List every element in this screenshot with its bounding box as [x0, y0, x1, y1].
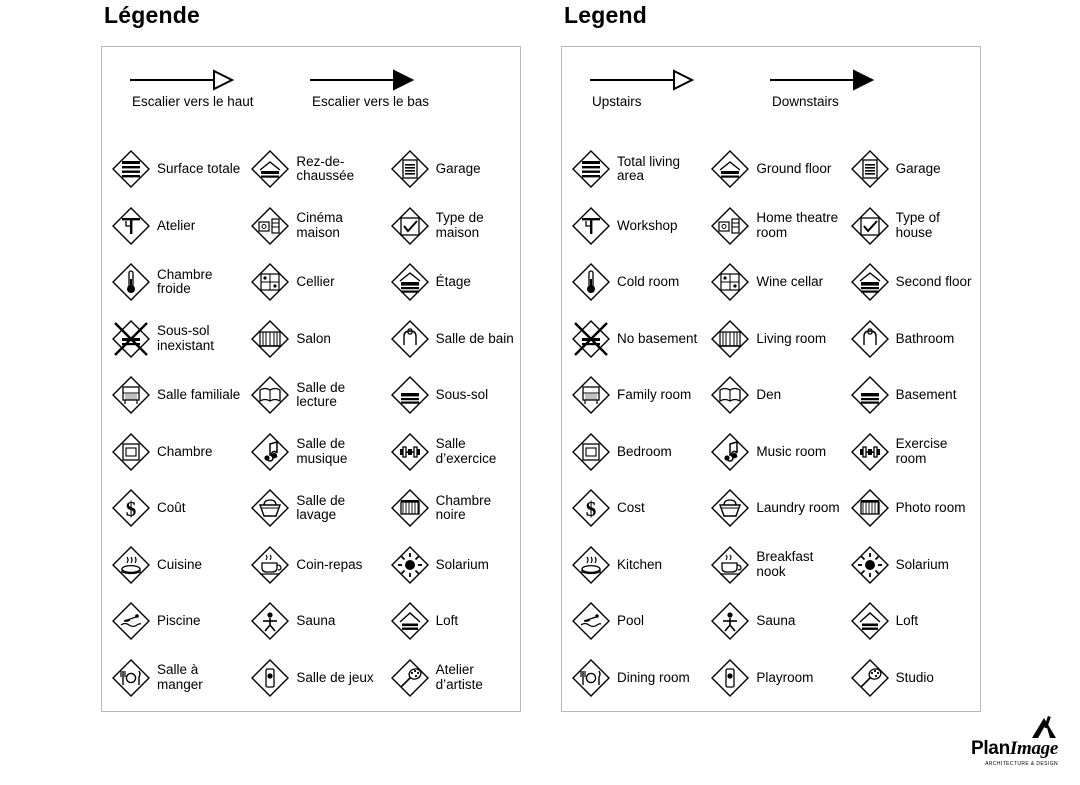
legend-item-label: Cold room	[617, 274, 680, 289]
legend-item-label: Salle de jeux	[296, 669, 374, 685]
legend-item-label: Music room	[756, 443, 827, 459]
studio-icon	[849, 657, 891, 699]
dining-room-icon	[570, 657, 612, 699]
loft-icon	[389, 600, 431, 642]
legend-item	[241, 650, 380, 707]
arrow-upstairs-label-fr: Escalier vers le haut	[132, 94, 254, 109]
photo-room-icon	[389, 487, 431, 529]
bedroom-icon	[570, 431, 612, 473]
cost-icon	[570, 487, 612, 529]
arrow-filled-right-icon	[768, 69, 948, 91]
legend-item-label: No basement	[617, 330, 698, 346]
arrow-downstairs-fr	[308, 69, 488, 109]
legend-row	[102, 537, 520, 594]
legend-row	[562, 480, 980, 537]
legend-item-label: Sauna	[296, 613, 336, 628]
legend-item	[701, 311, 840, 368]
legend-item	[562, 650, 701, 707]
legend-item-label: Salle de lavage	[296, 492, 346, 523]
legend-row	[102, 593, 520, 650]
legend-item	[841, 311, 980, 368]
living-room-icon	[709, 318, 751, 360]
legend-item	[241, 424, 380, 481]
family-room-icon	[110, 374, 152, 416]
pool-icon	[570, 600, 612, 642]
legend-item	[381, 198, 520, 255]
legend-item	[102, 480, 241, 537]
legend-item-label: Type de maison	[435, 210, 484, 240]
dining-room-icon	[110, 657, 152, 699]
legend-item	[841, 537, 980, 594]
legend-panel-fr	[101, 46, 521, 712]
legend-item-label: Workshop	[617, 217, 678, 233]
workshop-icon	[110, 205, 152, 247]
wine-cellar-icon	[249, 261, 291, 303]
legend-item-label: Cinéma maison	[296, 210, 343, 240]
no-basement-icon	[110, 318, 152, 360]
legend-item-label: Bathroom	[895, 330, 955, 346]
pool-icon	[110, 600, 152, 642]
logo-text-image: Image	[1009, 738, 1058, 759]
legend-item-label: Total living area	[617, 153, 681, 184]
legend-item	[102, 424, 241, 481]
legend-item	[562, 480, 701, 537]
legend-item-label: Salle de bain	[435, 330, 514, 346]
kitchen-icon	[110, 544, 152, 586]
legend-item-label: Cost	[617, 500, 645, 515]
legend-item	[562, 254, 701, 311]
legend-item	[381, 367, 520, 424]
legend-item	[241, 480, 380, 537]
legend-item	[241, 367, 380, 424]
legend-item-label: Playroom	[756, 669, 814, 685]
arrow-legend-en	[562, 69, 980, 141]
legend-item-label: Coût	[157, 500, 186, 515]
cost-icon	[110, 487, 152, 529]
solarium-icon	[389, 544, 431, 586]
arrow-outline-right-icon	[588, 69, 768, 91]
basement-icon	[849, 374, 891, 416]
legend-item	[241, 311, 380, 368]
legend-row	[102, 141, 520, 198]
legend-item	[701, 593, 840, 650]
legend-row	[562, 311, 980, 368]
legend-item-label: Salon	[296, 330, 331, 346]
legend-item-label: Surface totale	[157, 161, 241, 176]
laundry-room-icon	[709, 487, 751, 529]
solarium-icon	[849, 544, 891, 586]
exercise-room-icon	[849, 431, 891, 473]
legend-item-label: Chambre	[157, 443, 213, 459]
laundry-room-icon	[249, 487, 291, 529]
legend-item	[701, 650, 840, 707]
bedroom-icon	[110, 431, 152, 473]
legend-item-label: Solarium	[435, 556, 489, 572]
legend-item-label: Type of house	[895, 210, 940, 240]
legend-item-label: Home theatre room	[756, 210, 839, 240]
arrow-upstairs-fr	[128, 69, 308, 109]
legend-row	[562, 424, 980, 481]
logo-text	[948, 738, 1058, 760]
legend-row	[102, 424, 520, 481]
home-theatre-icon	[709, 205, 751, 247]
photo-room-icon	[849, 487, 891, 529]
ground-floor-icon	[249, 148, 291, 190]
legend-item	[241, 198, 380, 255]
legend-item-label: Ground floor	[756, 161, 832, 176]
legend-row	[562, 537, 980, 594]
legend-item-label: Studio	[895, 669, 934, 685]
legend-item-label: Sous-sol inexistant	[157, 323, 215, 353]
legend-item	[701, 198, 840, 255]
legend-item-label: Solarium	[895, 556, 949, 572]
legend-item-label: Loft	[435, 613, 459, 628]
legend-row	[562, 593, 980, 650]
legend-item	[701, 141, 840, 198]
legend-row	[562, 141, 980, 198]
legend-item	[381, 593, 520, 650]
legend-item-label: Wine cellar	[756, 274, 824, 289]
legend-item	[381, 141, 520, 198]
home-theatre-icon	[249, 205, 291, 247]
arrow-upstairs-label-en: Upstairs	[592, 94, 642, 109]
arrow-filled-right-icon	[308, 69, 488, 91]
legend-item	[562, 141, 701, 198]
legend-item	[701, 480, 840, 537]
legend-item-label: Sous-sol	[435, 387, 489, 402]
legend-item-label: Laundry room	[756, 500, 840, 515]
legend-item-label: Photo room	[895, 500, 966, 515]
legend-item	[102, 141, 241, 198]
living-room-icon	[249, 318, 291, 360]
legend-item	[562, 311, 701, 368]
garage-icon	[389, 148, 431, 190]
arrow-legend-fr	[102, 69, 520, 141]
sauna-icon	[249, 600, 291, 642]
legend-item-label: Cellier	[296, 274, 335, 289]
playroom-icon	[249, 657, 291, 699]
family-room-icon	[570, 374, 612, 416]
music-room-icon	[709, 431, 751, 473]
legend-row	[102, 650, 520, 707]
legend-item	[381, 254, 520, 311]
legend-item-label: Den	[756, 387, 782, 402]
legend-grid-en	[562, 141, 980, 706]
legend-item-label: Garage	[895, 161, 941, 176]
svg-text:$: $	[125, 497, 137, 522]
exercise-room-icon	[389, 431, 431, 473]
bathroom-icon	[849, 318, 891, 360]
legend-item-label: Étage	[435, 274, 471, 289]
second-floor-icon	[849, 261, 891, 303]
legend-item	[102, 537, 241, 594]
legend-item	[102, 254, 241, 311]
cold-room-icon	[570, 261, 612, 303]
legend-item	[841, 198, 980, 255]
legend-item	[562, 593, 701, 650]
legend-item-label: Salle familiale	[157, 387, 241, 402]
legend-item	[381, 480, 520, 537]
legend-item	[841, 141, 980, 198]
legend-item-label: Coin-repas	[296, 556, 363, 572]
page-title-en: Legend	[564, 2, 647, 28]
legend-row	[102, 254, 520, 311]
total-living-area-icon	[570, 148, 612, 190]
type-of-house-icon	[849, 205, 891, 247]
legend-item-label: Breakfast nook	[756, 549, 814, 579]
no-basement-icon	[570, 318, 612, 360]
breakfast-nook-icon	[249, 544, 291, 586]
legend-row	[102, 198, 520, 255]
legend-item-label: Basement	[895, 387, 957, 402]
legend-item-label: Salle à manger	[157, 662, 203, 692]
sauna-icon	[709, 600, 751, 642]
legend-item-label: Kitchen	[617, 556, 663, 572]
legend-item	[381, 311, 520, 368]
legend-item	[701, 367, 840, 424]
legend-row	[562, 650, 980, 707]
legend-item	[562, 537, 701, 594]
arrow-outline-right-icon	[128, 69, 308, 91]
legend-item-label: Loft	[895, 613, 919, 628]
legend-item	[841, 650, 980, 707]
legend-item	[701, 424, 840, 481]
planimage-logo	[948, 738, 1058, 767]
legend-item-label: Chambre froide	[157, 266, 213, 297]
legend-item	[841, 480, 980, 537]
legend-item	[102, 198, 241, 255]
kitchen-icon	[570, 544, 612, 586]
legend-item	[241, 141, 380, 198]
svg-text:$: $	[585, 497, 597, 522]
arrow-downstairs-en	[768, 69, 948, 109]
legend-item	[102, 367, 241, 424]
wine-cellar-icon	[709, 261, 751, 303]
legend-item	[841, 254, 980, 311]
legend-item	[102, 593, 241, 650]
legend-row	[562, 198, 980, 255]
legend-item	[102, 650, 241, 707]
breakfast-nook-icon	[709, 544, 751, 586]
den-icon	[249, 374, 291, 416]
arrow-downstairs-label-en: Downstairs	[772, 94, 839, 109]
type-of-house-icon	[389, 205, 431, 247]
garage-icon	[849, 148, 891, 190]
second-floor-icon	[389, 261, 431, 303]
cold-room-icon	[110, 261, 152, 303]
logo-text-plan: Plan	[970, 738, 1010, 759]
legend-item-label: Rez-de-chaussée	[296, 153, 355, 184]
ground-floor-icon	[709, 148, 751, 190]
legend-item-label: Piscine	[157, 613, 201, 628]
legend-item	[562, 424, 701, 481]
legend-item-label: Salle de musique	[296, 436, 348, 466]
legend-item	[381, 537, 520, 594]
legend-item-label: Sauna	[756, 613, 796, 628]
legend-item-label: Pool	[617, 613, 645, 628]
legend-item	[701, 254, 840, 311]
den-icon	[709, 374, 751, 416]
legend-item-label: Cuisine	[157, 556, 203, 572]
legend-item-label: Chambre noire	[435, 492, 492, 523]
legend-item-label: Dining room	[617, 669, 690, 685]
legend-item	[562, 367, 701, 424]
legend-item	[381, 650, 520, 707]
legend-item	[841, 367, 980, 424]
legend-item	[241, 537, 380, 594]
legend-item-label: Salle de lecture	[296, 379, 346, 410]
logo-tagline: ARCHITECTURE & DESIGN	[985, 761, 1058, 767]
logo-mark-icon	[1030, 716, 1056, 740]
legend-item	[241, 254, 380, 311]
legend-grid-fr	[102, 141, 520, 706]
legend-item-label: Second floor	[895, 274, 972, 289]
legend-item-label: Family room	[617, 387, 692, 402]
legend-item-label: Garage	[435, 161, 481, 176]
legend-row	[102, 480, 520, 537]
total-living-area-icon	[110, 148, 152, 190]
bathroom-icon	[389, 318, 431, 360]
legend-item	[841, 593, 980, 650]
legend-panel-en	[561, 46, 981, 712]
legend-row	[102, 367, 520, 424]
workshop-icon	[570, 205, 612, 247]
legend-item-label: Atelier d’artiste	[435, 662, 483, 692]
legend-row	[562, 367, 980, 424]
arrow-downstairs-label-fr: Escalier vers le bas	[312, 94, 430, 109]
legend-item-label: Salle d’exercice	[435, 436, 497, 466]
legend-row	[562, 254, 980, 311]
studio-icon	[389, 657, 431, 699]
page-title-fr: Légende	[104, 2, 200, 28]
loft-icon	[849, 600, 891, 642]
legend-item	[841, 424, 980, 481]
legend-item-label: Living room	[756, 330, 827, 346]
basement-icon	[389, 374, 431, 416]
legend-item-label: Atelier	[157, 217, 196, 233]
music-room-icon	[249, 431, 291, 473]
legend-row	[102, 311, 520, 368]
arrow-upstairs-en	[588, 69, 768, 109]
legend-item-label: Exercise room	[895, 436, 948, 466]
playroom-icon	[709, 657, 751, 699]
legend-item	[381, 424, 520, 481]
legend-item	[241, 593, 380, 650]
legend-item	[102, 311, 241, 368]
legend-item	[701, 537, 840, 594]
legend-item	[562, 198, 701, 255]
legend-item-label: Bedroom	[617, 443, 672, 459]
